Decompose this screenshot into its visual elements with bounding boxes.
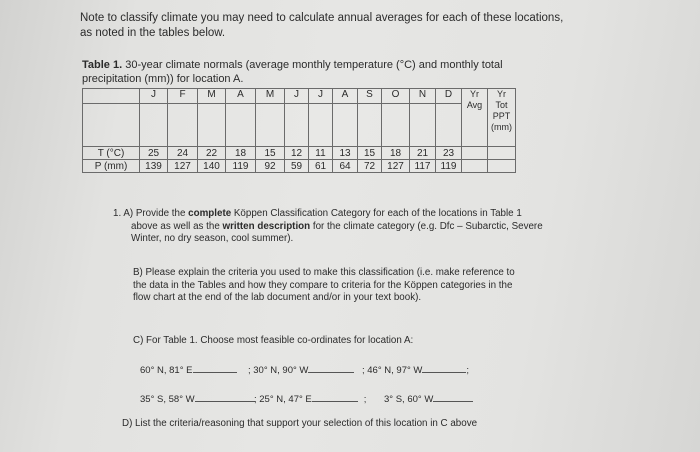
question-1d: D) List the criteria/reasoning that support your selection of this location in C above [122, 418, 478, 429]
temperature-row [83, 147, 516, 160]
header-corner [83, 89, 140, 104]
yr-tot-temp-cell [488, 147, 516, 160]
temp-cell: 24 [168, 147, 198, 160]
precip-cell: 64 [333, 160, 358, 173]
month-header: N [410, 89, 436, 104]
month-header: J [285, 89, 309, 104]
intro-note-line-2: as noted in the tables below. [80, 27, 226, 39]
temp-cell: 15 [358, 147, 382, 160]
yr-avg-precip-cell [462, 160, 488, 173]
question-1b: B) Please explain the criteria you used to make this classification (i.e. make reference to the data in the Tables and how they compare to criteria for the Köppen categories in the flow chart at the end of the lab document and/or in your text book). [133, 267, 515, 303]
month-header: O [382, 89, 410, 104]
precip-cell: 61 [309, 160, 333, 173]
table-caption-text-1: 30-year climate normals (average monthly temperature (°C) and monthly total [122, 59, 503, 71]
precip-cell: 59 [285, 160, 309, 173]
temp-cell: 18 [226, 147, 256, 160]
question-1a: 1. A) Provide the complete Köppen Classification Category for each of the locations in Table 1 above as well as the written description for the climate category (e.g. Dfc – Subarctic, Severe Winter, no dry season, cool summer). [113, 208, 543, 244]
month-header: A [333, 89, 358, 104]
table-caption-label: Table 1. [82, 59, 123, 71]
temp-cell: 13 [333, 147, 358, 160]
month-header-row [83, 89, 516, 104]
precip-cell: 92 [256, 160, 285, 173]
precip-cell: 117 [410, 160, 436, 173]
coord-option-60n-81e: 60° N, 81° E [140, 363, 237, 376]
precip-cell: 127 [382, 160, 410, 173]
precip-cell: 72 [358, 160, 382, 173]
yr-avg-header: Yr Avg [462, 89, 488, 147]
temp-cell: 22 [198, 147, 226, 160]
spacer-row [83, 104, 516, 147]
coord-option-25n-47e: ; 25° N, 47° E ; [254, 394, 367, 405]
table-caption [82, 58, 503, 86]
month-header: J [309, 89, 333, 104]
answer-blank[interactable] [195, 392, 255, 402]
month-header: D [436, 89, 462, 104]
row-label-temperature: T (°C) [83, 147, 140, 160]
climate-normals-table [82, 88, 516, 173]
precip-cell: 119 [436, 160, 462, 173]
precip-cell: 140 [198, 160, 226, 173]
temp-cell: 15 [256, 147, 285, 160]
temp-cell: 18 [382, 147, 410, 160]
answer-blank[interactable] [308, 363, 354, 373]
precipitation-row [83, 160, 516, 173]
month-header: A [226, 89, 256, 104]
yr-avg-temp-cell [462, 147, 488, 160]
intro-note-line-1: Note to classify climate you may need to calculate annual averages for each of these locations, [80, 12, 564, 24]
question-1c: C) For Table 1. Choose most feasible co-ordinates for location A: [133, 335, 414, 346]
row-label-precipitation: P (mm) [83, 160, 140, 173]
intro-note [80, 11, 563, 41]
precip-cell: 127 [168, 160, 198, 173]
month-header: M [198, 89, 226, 104]
answer-blank[interactable] [312, 392, 358, 402]
answer-blank[interactable] [193, 363, 237, 373]
precip-cell: 139 [140, 160, 168, 173]
precip-cell: 119 [226, 160, 256, 173]
answer-blank[interactable] [422, 363, 466, 373]
coord-option-30n-90w: ; 30° N, 90° W [248, 363, 354, 376]
temp-cell: 11 [309, 147, 333, 160]
temp-cell: 21 [410, 147, 436, 160]
month-header: F [168, 89, 198, 104]
temp-cell: 12 [285, 147, 309, 160]
yr-tot-ppt-header: Yr Tot PPT (mm) [488, 89, 516, 147]
coord-option-3s-60w: 3° S, 60° W [384, 392, 473, 405]
table-caption-text-2: precipitation (mm)) for location A. [82, 73, 244, 85]
coord-option-46n-97w: ; 46° N, 97° W ; [362, 365, 470, 376]
yr-tot-precip-cell [488, 160, 516, 173]
temp-cell: 25 [140, 147, 168, 160]
coord-option-35s-58w: 35° S, 58° W [140, 392, 255, 405]
month-header: S [358, 89, 382, 104]
month-header: J [140, 89, 168, 104]
answer-blank[interactable] [433, 392, 473, 402]
month-header: M [256, 89, 285, 104]
temp-cell: 23 [436, 147, 462, 160]
